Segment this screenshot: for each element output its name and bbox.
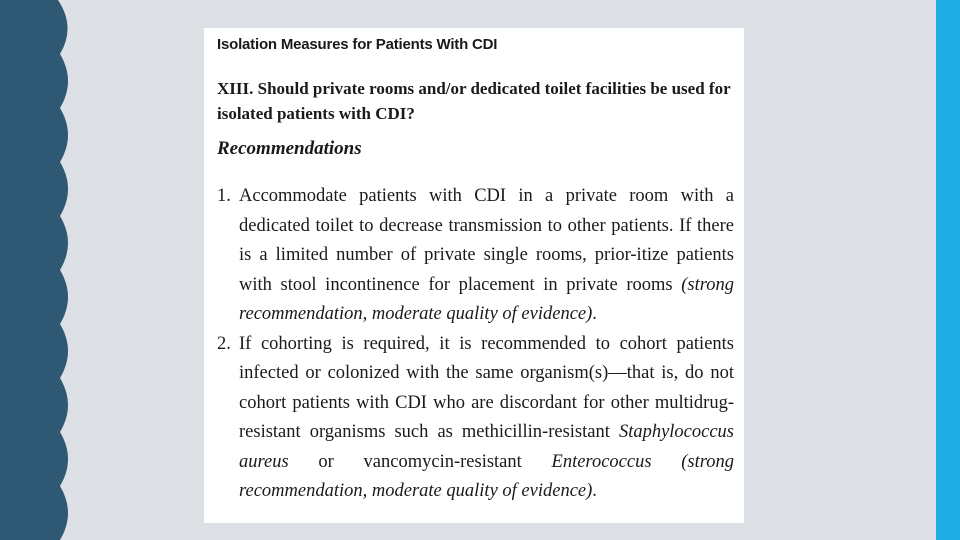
evidence-grade: (strong recommendation, moderate quality of evidence) <box>239 451 735 501</box>
question-text: XIII. Should private rooms and/or dedicated toilet facilities be used for isolated patients with CDI? <box>217 79 731 123</box>
document-heading: Isolation Measures for Patients With CDI <box>217 36 498 53</box>
right-accent-bar <box>936 0 960 540</box>
sentence-end: . <box>592 481 597 501</box>
recommendation-body: If cohorting is required, it is recommended to cohort patients infected or colonized with the same organism(s)—that is, do not cohort patients with CDI who are discordant for other multidrug-resistant organisms such as methicillin-resistant <box>239 333 734 442</box>
sentence-end: . <box>592 304 597 324</box>
recommendations-list <box>217 182 734 507</box>
recommendation-item-1 <box>217 182 734 330</box>
recommendation-number: 1. <box>217 186 231 206</box>
recommendation-text <box>239 182 734 330</box>
recommendation-text <box>239 330 734 507</box>
recommendation-item-2 <box>217 330 734 507</box>
recommendation-body-middle: or vancomycin-resistant <box>318 451 522 472</box>
recommendations-title: Recommendations <box>217 138 362 159</box>
evidence-grade: (strong recommendation, moderate quality of evidence) <box>239 274 734 324</box>
recommendation-body: Accommodate patients with CDI in a private room with a dedicated toilet to decrease transmission to other patients. If there is a limited number of private single rooms, prior-itize patients with stool incontinence for placement in private rooms <box>239 186 734 295</box>
document-image <box>204 28 744 523</box>
left-wavy-band <box>0 0 80 540</box>
organism-name: Enterococcus <box>551 451 652 472</box>
organism-name: Staphylococcus aureus <box>239 422 735 472</box>
recommendation-number: 2. <box>217 333 231 354</box>
